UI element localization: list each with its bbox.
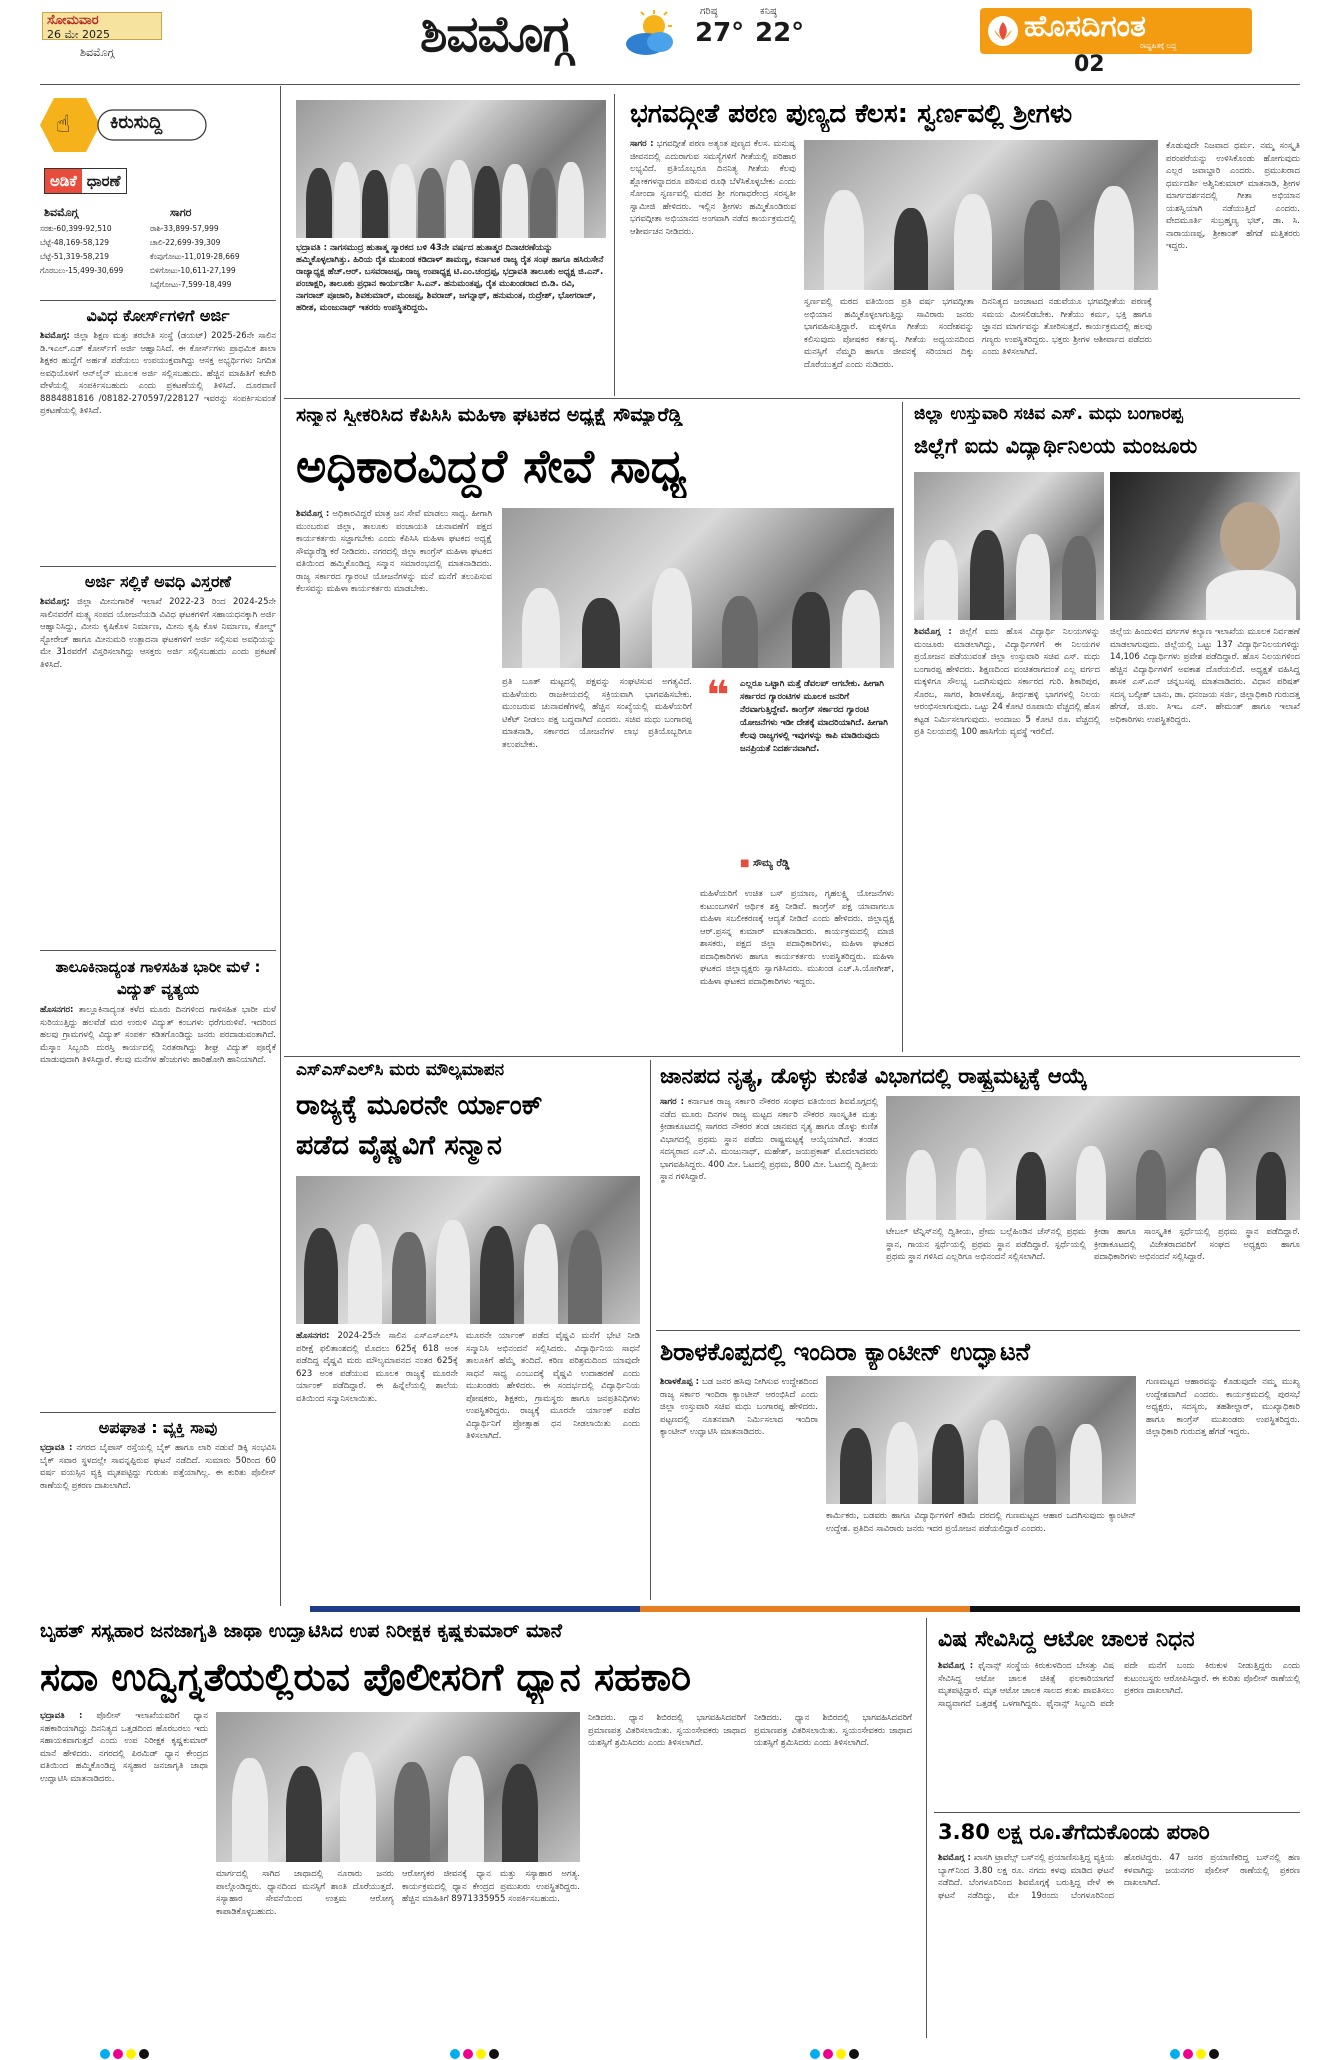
kirusuddi-badge (40, 96, 208, 154)
women-col-1 (296, 508, 492, 1064)
divider (40, 1412, 276, 1413)
gita-col-2: ಸ್ವರ್ಣವಲ್ಲಿ ಮಠದ ವತಿಯಿಂದ ಪ್ರತಿ ವರ್ಷ ಭಗವದ್ಗೀತಾ ಅಭಿಯಾನ ಹಮ್ಮಿಕೊಳ್ಳಲಾಗುತ್ತಿದ್ದು ಸಾವಿರಾರು ಜನರು ಭಾಗವಹಿಸುತ್ತಿದ್ದಾರೆ. ಮಕ್ಕಳಿಗೂ ಗೀತೆಯ ಸಂದೇಶವನ್ನು ಕಲಿಸುವುದು ಪೋಷಕರ ಕರ್ತವ್ಯ. ಗೀತೆಯ ಅಧ್ಯಯನದಿಂದ ಮನಸ್ಸಿಗೆ ನೆಮ್ಮದಿ ಹಾಗೂ ಜೀವನಕ್ಕೆ ಸರಿಯಾದ ದಿಕ್ಕು ದೊರೆಯುತ್ತದೆ ಎಂದು ನುಡಿದರು. (804, 297, 974, 370)
dateline: ಭದ್ರಾವತಿ : (40, 1443, 73, 1453)
dateline: ಸಾಗರ : (630, 139, 654, 149)
dateline: ಶಿವಮೊಗ್ಗ : (938, 1661, 974, 1671)
weather-icon (622, 10, 678, 58)
person-figure (304, 1228, 338, 1324)
price-row: ಬಿಳಿಗೋಟು-10,611-27,199 (150, 266, 236, 275)
price-row: ಸರಕು-60,399-92,510 (40, 224, 112, 233)
story-text: ಅಧಿಕಾರವಿದ್ದರೆ ಮಾತ್ರ ಜನ ಸೇವೆ ಮಾಡಲು ಸಾಧ್ಯ. ಹೀಗಾಗಿ ಮುಂಬರುವ ಜಿಲ್ಲಾ, ತಾಲೂಕು ಪಂಚಾಯತಿ ಚುನಾವಣೆಗೆ ಪಕ್ಷದ ಕಾರ್ಯಕರ್ತರು ಸಜ್ಜಾಗಬೇಕು ಎಂದು ಕೆಪಿಸಿಸಿ ಮಹಿಳಾ ಘಟಕದ ಅಧ್ಯಕ್ಷೆ ಸೌಮ್ಯಾರೆಡ್ಡಿ ಕರೆ ನೀಡಿದರು. ನಗರದಲ್ಲಿ ಜಿಲ್ಲಾ ಕಾಂಗ್ರೆಸ್ ಮಹಿಳಾ ಘಟಕದ ವತಿಯಿಂದ ಹಮ್ಮಿಕೊಂಡಿದ್ದ ಸನ್ಮಾನ ಸಮಾರಂಭದಲ್ಲಿ ಮಾತನಾಡಿದರು. ರಾಜ್ಯ ಸರ್ಕಾರದ ಗ್ಯಾರಂಟಿ ಯೋಜನೆಗಳನ್ನು ಮನೆ ಮನೆಗೆ ತಲುಪಿಸುವ ಕೆಲಸವನ್ನು ಮಹಿಳಾ ಕಾರ್ಯಕರ್ತರು ಮಾಡಬೇಕು. (296, 509, 492, 594)
dancer-figure (1196, 1148, 1226, 1220)
farmers-photo (296, 100, 606, 238)
reg-dot (849, 2049, 859, 2059)
person-figure (886, 1422, 918, 1504)
band-segment (310, 1606, 640, 1612)
price-row: ಚಾಲಿ-22,699-39,309 (150, 238, 221, 247)
story-text: ಖಾಸಗಿ ಟ್ರಾವೆಲ್ಸ್ ಬಸ್‌ನಲ್ಲಿ ಪ್ರಯಾಣಿಸುತ್ತಿದ್ದ ವ್ಯಕ್ತಿಯ ಬ್ಯಾಗ್‌ನಿಂದ 3.80 ಲಕ್ಷ ರೂ. ನಗದು ಕಳವು ಮಾಡಿದ ಘಟನೆ ನಡೆದಿದೆ. ಬೆಂಗಳೂರಿನಿಂದ ಶಿವಮೊಗ್ಗಕ್ಕೆ ಬರುತ್ತಿದ್ದ ವೇಳೆ ಈ ಘಟನೆ ನಡೆದಿದ್ದು, ಮೇ 19ರಂದು ಬೆಂಗಳೂರಿನಿಂದ ಹೊರಟಿದ್ದರು. 47 ಜನರ ಪ್ರಯಾಣಿಕರಿದ್ದ ಬಸ್‌ನಲ್ಲಿ ಹಣ ಕಳವಾಗಿದ್ದು ಜಯನಗರ ಪೊಲೀಸ್ ಠಾಣೆಯಲ್ಲಿ ಪ್ರಕರಣ ದಾಖಲಾಗಿದೆ. (938, 1853, 1300, 1901)
dancer-figure (1256, 1152, 1286, 1220)
gita-headline: ಭಗವದ್ಗೀತೆ ಪಠಣ ಪುಣ್ಯದ ಕೆಲಸ: ಸ್ವರ್ಣವಲ್ಲಿ ಶ್ರೀಗಳು (630, 99, 1073, 129)
print-registration-marks (100, 2044, 152, 2060)
page-number: 02 (1074, 52, 1105, 77)
canteen-col-2: ಕಾರ್ಮಿಕರು, ಬಡವರು ಹಾಗೂ ವಿದ್ಯಾರ್ಥಿಗಳಿಗೆ ಕಡಿಮೆ ದರದಲ್ಲಿ ಗುಣಮಟ್ಟದ ಆಹಾರ ಒದಗಿಸುವುದು ಕ್ಯಾಂಟೀನ್ ಉದ್ದೇಶ. ಪ್ರತಿದಿನ ಸಾವಿರಾರು ಜನರು ಇದರ ಪ್ರಯೋಜನ ಪಡೆಯಲಿದ್ದಾರೆ ಎಂದರು. (826, 1511, 1136, 1534)
person-figure (524, 1224, 558, 1324)
max-temp: 27° (695, 18, 745, 48)
person-figure (1070, 1424, 1102, 1504)
person-figure (232, 1758, 268, 1862)
person-figure (1024, 200, 1060, 290)
city-small: ಶಿವಮೊಗ್ಗ (80, 46, 115, 59)
canteen-photo (826, 1376, 1136, 1504)
hostel-photo-1 (914, 472, 1104, 620)
prices-b (150, 222, 278, 292)
reg-dot (126, 2049, 136, 2059)
dateline: ಸಾಗರ : (660, 1097, 685, 1107)
areca-title (44, 168, 127, 194)
dateline: ಶಿವಮೊಗ್ಗ: (40, 331, 70, 341)
person-figure (340, 1752, 376, 1862)
price-row: ಗೊರಬಲು-15,499-30,699 (40, 266, 124, 275)
col-divider (650, 1060, 651, 1600)
paper-logo (980, 8, 1252, 54)
dateline: ಶಿವಮೊಗ್ಗ : (296, 509, 330, 519)
story-text: ಜಿಲ್ಲಾ ಶಿಕ್ಷಣ ಮತ್ತು ತರಬೇತಿ ಸಂಸ್ಥೆ (ಡಯಟ್) 2025-26ನೇ ಸಾಲಿನ ಡಿ.ಇಎಲ್.ಎಡ್ ಕೋರ್ಸ್‌ಗೆ ಅರ್ಜಿ ಆಹ್ವಾನಿಸಿದೆ. ಈ ಕೋರ್ಸ್‌ಗಳು ಪ್ರಾಥಮಿಕ ಶಾಲಾ ಶಿಕ್ಷಕರ ಹುದ್ದೆಗೆ ಅರ್ಹತೆ ಪಡೆಯಲು ಉಪಯುಕ್ತವಾಗಿದ್ದು ಆಸಕ್ತ ಅಭ್ಯರ್ಥಿಗಳು ನಿಗದಿತ ಅವಧಿಯೊಳಗೆ ಆನ್‌ಲೈನ್ ಮೂಲಕ ಅರ್ಜಿ ಸಲ್ಲಿಸಬಹುದು. ಹೆಚ್ಚಿನ ಮಾಹಿತಿಗೆ ಕಚೇರಿ ವೇಳೆಯಲ್ಲಿ ಸಂಪರ್ಕಿಸಬಹುದು ಎಂದು ಪ್ರಕಟಣೆಯಲ್ಲಿ ತಿಳಿಸಿದೆ. ದೂರವಾಣಿ 8884881816 /08182-270597/228127 ಇವರನ್ನು ಸಂಪರ್ಕಿಸುವಂತೆ ಪ್ರಕಟಣೆಯಲ್ಲಿ ತಿಳಿಸಿದೆ. (40, 331, 276, 416)
person-figure (502, 1764, 538, 1862)
women-col-3: ಮಹಿಳೆಯರಿಗೆ ಉಚಿತ ಬಸ್ ಪ್ರಯಾಣ, ಗೃಹಲಕ್ಷ್ಮಿ ಯೋಜನೆಗಳು ಕುಟುಂಬಗಳಿಗೆ ಆರ್ಥಿಕ ಶಕ್ತಿ ನೀಡಿವೆ. ಕಾಂಗ್ರೆಸ್ ಪಕ್ಷ ಯಾವಾಗಲೂ ಮಹಿಳಾ ಸಬಲೀಕರಣಕ್ಕೆ ಆದ್ಯತೆ ನೀಡಿದೆ ಎಂದು ಹೇಳಿದರು. ಜಿಲ್ಲಾಧ್ಯಕ್ಷ ಆರ್.ಪ್ರಸನ್ನ ಕುಮಾರ್ ಮಾತನಾಡಿದರು. ಕಾರ್ಯಕ್ರಮದಲ್ಲಿ ಮಾಜಿ ಶಾಸಕರು, ಪಕ್ಷದ ಜಿಲ್ಲಾ ಪದಾಧಿಕಾರಿಗಳು, ಮಹಿಳಾ ಘಟಕದ ಪದಾಧಿಕಾರಿಗಳು ಹಾಗೂ ಕಾರ್ಯಕರ್ತರು ಉಪಸ್ಥಿತರಿದ್ದರು. ಮಹಿಳಾ ಘಟಕದ ಜಿಲ್ಲಾಧ್ಯಕ್ಷರು ಸ್ವಾಗತಿಸಿದರು. ಮುಖಂಡ ಎಚ್.ಸಿ.ಯೋಗೀಶ್, ಮಹಿಳಾ ಘಟಕದ ಪದಾಧಿಕಾರಿಗಳು ಇದ್ದರು. (700, 889, 894, 987)
left-story-2 (40, 572, 276, 956)
dancer-figure (1076, 1146, 1106, 1220)
women-kicker: ಸನ್ಮಾನ ಸ್ವೀಕರಿಸಿದ ಕೆಪಿಸಿಸಿ ಮಹಿಳಾ ಘಟಕದ ಅಧ್ಯಕ್ಷೆ ಸೌಮ್ಯಾರೆಡ್ಡಿ (296, 404, 683, 426)
women-event-photo (502, 508, 894, 668)
police-col-4: ನೀಡಿದರು. ಧ್ಯಾನ ಶಿಬಿರದಲ್ಲಿ ಭಾಗವಹಿಸಿದವರಿಗೆ ಪ್ರಮಾಣಪತ್ರ ವಿತರಿಸಲಾಯಿತು. ಸ್ವಯಂಸೇವಕರು ಜಾಥಾದ ಯಶಸ್ಸಿಗೆ ಶ್ರಮಿಸಿದರು ಎಂದು ತಿಳಿಸಲಾಗಿದೆ. (588, 1713, 746, 1748)
police-col-2: ಮಾರ್ಗದಲ್ಲಿ ಸಾಗಿದ ಜಾಥಾದಲ್ಲಿ ನೂರಾರು ಜನರು ಪಾಲ್ಗೊಂಡಿದ್ದರು. ಧ್ಯಾನದಿಂದ ಮನಸ್ಸಿಗೆ ಶಾಂತಿ ದೊರೆಯುತ್ತದೆ. ಸಸ್ಯಾಹಾರ ಸೇವನೆಯಿಂದ ಉತ್ತಮ ಆರೋಗ್ಯ ಕಾಪಾಡಿಕೊಳ್ಳಬಹುದು. (216, 1869, 394, 1917)
person-figure (1062, 536, 1096, 620)
band-segment (970, 1606, 1300, 1612)
divider (934, 1812, 1300, 1813)
dateline: ಶಿವಮೊಗ್ಗ: (40, 597, 70, 607)
print-registration-marks (810, 2044, 862, 2060)
portrait-body (1206, 570, 1296, 620)
women-headline: ಅಧಿಕಾರವಿದ್ದರೆ ಸೇವೆ ಸಾಧ್ಯ (296, 439, 687, 493)
reg-dot (1170, 2049, 1180, 2059)
paper-tagline: ರಾಷ್ಟ್ರಹಿತಕ್ಕೆ ಬದ್ಧ (1140, 42, 1177, 50)
reg-dot (823, 2049, 833, 2059)
sslc-kicker: ಎಸ್‌ಎಸ್‌ಎಲ್‌ಸಿ ಮರು ಮೌಲ್ಯಮಾಪನ (296, 1060, 505, 1080)
reg-dot (1183, 2049, 1193, 2059)
market-a-label: ಶಿವಮೊಗ್ಗ (44, 206, 79, 219)
price-row: ಬೆಟ್ಟೆ-51,319-58,219 (40, 252, 110, 261)
reg-dot (113, 2049, 123, 2059)
person-figure (394, 1762, 430, 1862)
story-headline: ಅಪಘಾತ : ವ್ಯಕ್ತಿ ಸಾವು (98, 1418, 218, 1437)
print-registration-marks (1170, 2044, 1222, 2060)
col-divider (926, 1618, 927, 2038)
person-figure (1024, 1426, 1056, 1504)
person-figure (722, 596, 758, 668)
price-row: ಸಿಪ್ಪೆಗೋಟು-7,599-18,499 (150, 280, 232, 289)
max-temp-label: ಗರಿಷ್ಠ (700, 6, 718, 17)
person-figure (474, 166, 500, 238)
story-headline: ಅರ್ಜಿ ಸಲ್ಲಿಕೆ ಅವಧಿ ವಿಸ್ತರಣೆ (84, 572, 232, 591)
left-col-divider (280, 86, 281, 1606)
dancer-figure (956, 1148, 986, 1220)
story-body (40, 1442, 276, 1602)
police-col-5: ನೀಡಿದರು. ಧ್ಯಾನ ಶಿಬಿರದಲ್ಲಿ ಭಾಗವಹಿಸಿದವರಿಗೆ ಪ್ರಮಾಣಪತ್ರ ವಿತರಿಸಲಾಯಿತು. ಸ್ವಯಂಸೇವಕರು ಜಾಥಾದ ಯಶಸ್ಸಿಗೆ ಶ್ರಮಿಸಿದರು ಎಂದು ತಿಳಿಸಲಾಗಿದೆ. (754, 1713, 912, 1748)
divider (284, 398, 1300, 399)
person-figure (978, 1420, 1010, 1504)
person-figure (924, 540, 958, 620)
person-figure (334, 162, 360, 238)
canteen-col-1 (660, 1376, 818, 1592)
areca-title-b: ಧಾರಣೆ (86, 172, 121, 190)
divider (284, 1056, 1300, 1057)
sslc-headline-1: ರಾಜ್ಯಕ್ಕೆ ಮೂರನೇ ರ್ಯಾಂಕ್ (296, 1090, 543, 1121)
reg-dot (489, 2049, 499, 2059)
band-segment (640, 1606, 970, 1612)
theft-body (938, 1852, 1300, 2034)
story-text: 2024-25ನೇ ಸಾಲಿನ ಎಸ್‌ಎಸ್‌ಎಲ್‌ಸಿ ಪರೀಕ್ಷೆ ಫಲಿತಾಂಶದಲ್ಲಿ ಮೊದಲು 625ಕ್ಕೆ 618 ಅಂಕ ಪಡೆದಿದ್ದ ವೈಷ್ಣವಿ ಮರು ಮೌಲ್ಯಮಾಪನದ ನಂತರ 625ಕ್ಕೆ 623 ಅಂಕ ಪಡೆಯುವ ಮೂಲಕ ರಾಜ್ಯಕ್ಕೆ ಮೂರನೇ ರ್ಯಾಂಕ್ ಪಡೆದಿದ್ದಾರೆ. ಈ ಹಿನ್ನೆಲೆಯಲ್ಲಿ ಶಾಲೆಯ ವತಿಯಿಂದ ಸನ್ಮಾನಿಸಲಾಯಿತು. (296, 1331, 458, 1404)
reg-dot (450, 2049, 460, 2059)
reg-dot (139, 2049, 149, 2059)
folk-dance-photo (886, 1096, 1300, 1220)
gita-col-4: ಕೊಡುವುದೇ ನಿಜವಾದ ಧರ್ಮ. ನಮ್ಮ ಸಂಸ್ಕೃತಿ ಪರಂಪರೆಯನ್ನು ಉಳಿಸಿಕೊಂಡು ಹೋಗುವುದು ಎಲ್ಲರ ಜವಾಬ್ದಾರಿ ಎಂದರು. ಪ್ರಮುಖರಾದ ಧರ್ಮದರ್ಶಿ ಅಶ್ವಿನಿಕುಮಾರ್ ಮಾತನಾಡಿ, ಶ್ರೀಗಳ ಮಾರ್ಗದರ್ಶನದಲ್ಲಿ ಗೀತಾ ಅಭಿಯಾನ ಯಶಸ್ವಿಯಾಗಿ ನಡೆಯುತ್ತಿದೆ ಎಂದರು. ವೇದಮೂರ್ತಿ ಸುಬ್ರಹ್ಮಣ್ಯ ಭಟ್, ಡಾ. ಸಿ. ನಾರಾಯಣಪ್ಪ, ಶ್ರೀಕಾಂತ್ ಹೆಗಡೆ ಮತ್ತಿತರರು ಇದ್ದರು. (1166, 141, 1300, 251)
bullet-icon: ■ (740, 858, 753, 869)
quote-author (740, 858, 789, 869)
person-figure (446, 160, 472, 238)
person-figure (348, 1224, 382, 1324)
person-figure (558, 162, 584, 238)
quote-icon: ❝ (706, 673, 730, 719)
story-text: ಭಗವದ್ಗೀತೆ ಪಠಣ ಅತ್ಯಂತ ಪುಣ್ಯದ ಕೆಲಸ. ಮನುಷ್ಯ ಜೀವನದಲ್ಲಿ ಎದುರಾಗುವ ಸಮಸ್ಯೆಗಳಿಗೆ ಗೀತೆಯಲ್ಲಿ ಪರಿಹಾರ ಲಭ್ಯವಿದೆ. ಪ್ರತಿಯೊಬ್ಬರೂ ದಿನನಿತ್ಯ ಗೀತೆಯ ಕೆಲವು ಶ್ಲೋಕಗಳನ್ನಾದರೂ ಪಠಿಸುವ ರೂಢಿ ಬೆಳೆಸಿಕೊಳ್ಳಬೇಕು ಎಂದು ಸೋಂದಾ ಸ್ವರ್ಣವಲ್ಲಿ ಮಠದ ಶ್ರೀ ಗಂಗಾಧರೇಂದ್ರ ಸರಸ್ವತೀ ಸ್ವಾಮೀಜಿ ಹೇಳಿದರು. ಇಲ್ಲಿನ ಶ್ರೀಗಳು ಹಮ್ಮಿಕೊಂಡಿರುವ ಭಗವದ್ಗೀತಾ ಅಭಿಯಾನದ ಅಂಗವಾಗಿ ನಡೆದ ಕಾರ್ಯಕ್ರಮದಲ್ಲಿ ಆಶೀರ್ವಚನ ನೀಡಿದರು. (630, 139, 796, 237)
dateline: ಹೊಸನಗರ: (40, 1005, 74, 1015)
hostel-col-1 (914, 626, 1100, 1050)
canteen-headline: ಶಿರಾಳಕೊಪ್ಪದಲ್ಲಿ ಇಂದಿರಾ ಕ್ಯಾಂಟೀನ್ ಉದ್ಘಾಟನೆ (660, 1338, 1030, 1366)
divider (40, 950, 276, 951)
police-headline: ಸದಾ ಉದ್ವಿಗ್ನತೆಯಲ್ಲಿರುವ ಪೊಲೀಸರಿಗೆ ಧ್ಯಾನ ಸಹಕಾರಿ (40, 1655, 692, 1699)
gita-col-1 (630, 138, 796, 388)
print-registration-marks (450, 2044, 502, 2060)
col-divider (614, 94, 615, 396)
folk-col-3: ಕ್ರೀಡಾ ಹಾಗೂ ಸಾಂಸ್ಕೃತಿಕ ಸ್ಪರ್ಧೆಯಲ್ಲಿ ಪ್ರಥಮ ಸ್ಥಾನ ಪಡೆದಿದ್ದಾರೆ. ಕ್ರೀಡಾಕೂಟದಲ್ಲಿ ವಿಜೇತರಾದವರಿಗೆ ಸಂಘದ ಅಧ್ಯಕ್ಷರು ಹಾಗೂ ಪದಾಧಿಕಾರಿಗಳು ಅಭಿನಂದನೆ ಸಲ್ಲಿಸಿದ್ದಾರೆ. (1094, 1227, 1300, 1262)
story-headline: ವಿವಿಧ ಕೋರ್ಸ್‌ಗಳಿಗೆ ಅರ್ಜಿ (86, 306, 230, 325)
prices-a (40, 222, 160, 278)
folk-headline: ಜಾನಪದ ನೃತ್ಯ, ಡೊಳ್ಳು ಕುಣಿತ ವಿಭಾಗದಲ್ಲಿ ರಾಷ್ಟ್ರಮಟ್ಟಕ್ಕೆ ಆಯ್ಕೆ (660, 1064, 1088, 1088)
lotus-icon (988, 16, 1018, 46)
gita-col-3: ದಿನನಿತ್ಯದ ಜಂಜಾಟದ ನಡುವೆಯೂ ಭಗವದ್ಗೀತೆಯ ಪಠಣಕ್ಕೆ ಸಮಯ ಮೀಸಲಿಡಬೇಕು. ಗೀತೆಯು ಕರ್ಮ, ಭಕ್ತಿ ಹಾಗೂ ಜ್ಞಾನದ ಮಾರ್ಗವನ್ನು ತೋರಿಸುತ್ತದೆ. ಕಾರ್ಯಕ್ರಮದಲ್ಲಿ ಹಲವು ಗಣ್ಯರು ಉಪಸ್ಥಿತರಿದ್ದರು. ಭಕ್ತರು ಶ್ರೀಗಳ ಆಶೀರ್ವಾದ ಪಡೆದರು ಎಂದು ತಿಳಿಸಲಾಗಿದೆ. (982, 297, 1152, 357)
quote-text: ಎಲ್ಲರೂ ಒಟ್ಟಾಗಿ ಮತ್ತೆ ಡೆವಲಪ್ ಆಗಬೇಕು. ಹೀಗಾಗಿ ಸರ್ಕಾರದ ಗ್ಯಾರಂಟಿಗಳ ಮೂಲಕ ಜನರಿಗೆ ನೆರವಾಗುತ್ತಿದ್ದೇವೆ. ಕಾಂಗ್ರೆಸ್ ಸರ್ಕಾರದ ಗ್ಯಾರಂಟಿ ಯೋಜನೆಗಳು ಇಡೀ ದೇಶಕ್ಕೆ ಮಾದರಿಯಾಗಿದೆ. ಹೀಗಾಗಿ ಕೆಲವು ರಾಜ್ಯಗಳಲ್ಲಿ ಇವುಗಳನ್ನು ಕಾಪಿ ಮಾಡಿರುವುದು ಜನಪ್ರಿಯತೆ ನಿದರ್ಶನವಾಗಿದೆ. (740, 679, 888, 754)
person-figure (522, 588, 560, 668)
person-figure (530, 168, 556, 238)
date-label: 26 ಮೇ 2025 (47, 28, 111, 41)
reg-dot (463, 2049, 473, 2059)
person-figure (362, 170, 388, 238)
police-col-1 (40, 1710, 208, 2034)
person-figure (840, 1428, 872, 1504)
police-photo (216, 1712, 580, 1862)
masthead-rule (40, 84, 1300, 85)
person-figure (418, 168, 444, 238)
market-b-label: ಸಾಗರ (170, 206, 192, 219)
kirusuddi-label: ಕಿರುಸುದ್ದಿ (110, 112, 163, 133)
city-title: ಶಿವಮೊಗ್ಗ (420, 5, 572, 63)
person-figure (436, 1220, 470, 1324)
person-figure (392, 1232, 426, 1324)
min-temp-label: ಕನಿಷ್ಠ (760, 6, 777, 17)
quote-box (700, 673, 894, 882)
dancer-figure (1136, 1150, 1166, 1220)
sslc-col-1 (296, 1330, 458, 1592)
left-story-3 (40, 956, 276, 1444)
reg-dot (1196, 2049, 1206, 2059)
gita-photo (804, 140, 1158, 290)
farmers-photo-caption: ಭದ್ರಾವತಿ : ನಾಗಸಮುದ್ರ ಹುತಾತ್ಮ ಸ್ಮಾರಕದ ಬಳಿ 43ನೇ ವರ್ಷದ ಹುತಾತ್ಮರ ದಿನಾಚರಣೆಯನ್ನು ಹಮ್ಮಿಕೊಳ್ಳಲಾಗಿತ್ತು. ಹಿರಿಯ ರೈತ ಮುಖಂಡ ಕಡಿದಾಳ್ ಶಾಮಣ್ಣ, ಕರ್ನಾಟಕ ರಾಜ್ಯ ರೈತ ಸಂಘ ಹಾಗೂ ಹಸಿರುಸೇನೆ ರಾಜ್ಯಾಧ್ಯಕ್ಷ ಹೆಚ್.ಆರ್. ಬಸವರಾಜಪ್ಪ, ರಾಜ್ಯ ಉಪಾಧ್ಯಕ್ಷ ಟಿ.ಎಂ.ಚಂದ್ರಪ್ಪ, ಭದ್ರಾವತಿ ತಾಲೂಕು ಅಧ್ಯಕ್ಷ ಜಿ.ಎನ್. ಪಂಚಾಕ್ಷರಿ, ತಾಲೂಕು ಪ್ರಧಾನ ಕಾರ್ಯದರ್ಶಿ ಸಿ.ಎನ್. ಹನುಮಂತಪ್ಪ, ರೈತ ಮುಖಂಡರಾದ ಬಿ.ಡಿ. ರವಿ, ನಾಗರಾಜ್ ಪೂಜಾರಿ, ಶಿವಕುಮಾರ್, ಮಂಜಪ್ಪ, ಶಿವರಾಜ್, ಜಗನ್ನಾಥ್, ಹನುಮಂತ, ರುದ್ರೇಶ್, ಭೋಗರಾಜ್, ಹರೀಶ, ಮಂಜುನಾಥ್ ಇತರರು ಉಪಸ್ಥಿತರಿದ್ದರು. (296, 243, 604, 313)
price-row: ರಾಶಿ-33,899-57,999 (150, 224, 219, 233)
person-figure (824, 190, 864, 290)
story-body (40, 330, 276, 562)
person-figure (306, 168, 332, 238)
auto-body (938, 1660, 1300, 1810)
hostel-col-2: ಜಿಲ್ಲೆಯ ಹಿಂದುಳಿದ ವರ್ಗಗಳ ಕಲ್ಯಾಣ ಇಲಾಖೆಯ ಮೂಲಕ ನಿರ್ವಹಣೆ ಮಾಡಲಾಗುವುದು. ಜಿಲ್ಲೆಯಲ್ಲಿ ಒಟ್ಟು 137 ವಿದ್ಯಾರ್ಥಿನಿಲಯಗಳಿದ್ದು 14,106 ವಿದ್ಯಾರ್ಥಿಗಳು ಪ್ರವೇಶ ಪಡೆದಿದ್ದಾರೆ. ಹೊಸ ನಿಲಯಗಳಿಂದ ಹೆಚ್ಚಿನ ವಿದ್ಯಾರ್ಥಿಗಳಿಗೆ ಅವಕಾಶ ದೊರೆಯಲಿದೆ. ಅಧ್ಯಕ್ಷತೆ ವಹಿಸಿದ್ದ ಶಾಸಕ ಎಸ್.ಎನ್ ಚನ್ನಬಸಪ್ಪ ಮಾತನಾಡಿದರು. ವಿಧಾನ ಪರಿಷತ್ ಸದಸ್ಯ ಬಲ್ಕೀಶ್ ಬಾನು, ಡಾ. ಧನಂಜಯ ಸರ್ಜಿ, ಜಿಲ್ಲಾಧಿಕಾರಿ ಗುರುದತ್ತ ಹೆಗಡೆ, ಜಿ.ಪಂ. ಸಿಇಒ ಎನ್. ಹೇಮಂತ್ ಹಾಗೂ ಇಲಾಖೆ ಅಧಿಕಾರಿಗಳು ಉಪಸ್ಥಿತರಿದ್ದರು. (1110, 627, 1300, 725)
person-figure (932, 1424, 964, 1504)
divider (40, 566, 276, 567)
price-row: ಬೆಟ್ಟೆ-48,169-58,129 (40, 238, 110, 247)
person-figure (1016, 534, 1050, 620)
reg-dot (836, 2049, 846, 2059)
dateline: ಶಿರಾಳಕೊಪ್ಪ : (660, 1377, 700, 1387)
reg-dot (1209, 2049, 1219, 2059)
women-col-2: ಪ್ರತಿ ಬೂತ್ ಮಟ್ಟದಲ್ಲಿ ಪಕ್ಷವನ್ನು ಸಂಘಟಿಸುವ ಅಗತ್ಯವಿದೆ. ಮಹಿಳೆಯರು ರಾಜಕೀಯದಲ್ಲಿ ಸಕ್ರಿಯವಾಗಿ ಭಾಗವಹಿಸಬೇಕು. ಮುಂಬರುವ ಚುನಾವಣೆಗಳಲ್ಲಿ ಹೆಚ್ಚಿನ ಸಂಖ್ಯೆಯಲ್ಲಿ ಮಹಿಳೆಯರಿಗೆ ಟಿಕೆಟ್ ನೀಡಲು ಪಕ್ಷ ಬದ್ಧವಾಗಿದೆ ಎಂದರು. ಸಚಿವ ಮಧು ಬಂಗಾರಪ್ಪ ಮಾತನಾಡಿ, ಸರ್ಕಾರದ ಯೋಜನೆಗಳ ಲಾಭ ಪ್ರತಿಯೊಬ್ಬರಿಗೂ ತಲುಪಬೇಕು. (502, 677, 692, 750)
person-figure (652, 568, 692, 668)
col-divider (902, 402, 903, 1052)
police-kicker: ಬೃಹತ್ ಸಸ್ಯಹಾರ ಜನಜಾಗೃತಿ ಜಾಥಾ ಉದ್ಘಾಟಿಸಿದ ಉಪ ನಿರೀಕ್ಷಕ ಕೃಷ್ಣಕುಮಾರ್ ಮಾನೆ (40, 1620, 563, 1642)
theft-headline: 3.80 ಲಕ್ಷ ರೂ.ತೆಗೆದುಕೊಂಡು ಪರಾರಿ (938, 1820, 1210, 1844)
hostel-headline: ಜಿಲ್ಲೆಗೆ ಐದು ವಿದ್ಯಾರ್ಥಿನಿಲಯ ಮಂಜೂರು (914, 434, 1198, 458)
color-band (310, 1606, 1300, 1612)
day-label: ಸೋಮವಾರ (47, 13, 99, 28)
story-text: ಜಿಲ್ಲಾ ಮೀನುಗಾರಿಕೆ ಇಲಾಖೆ 2022-23 ರಿಂದ 2024-25ನೇ ಸಾಲಿನವರೆಗೆ ಮತ್ಸ್ಯ ಸಂಪದ ಯೋಜನೆಯಡಿ ವಿವಿಧ ಘಟಕಗಳಿಗೆ ಸಹಾಯಧನಕ್ಕಾಗಿ ಅರ್ಜಿ ಆಹ್ವಾನಿಸಿದ್ದು, ಮೀನು ಕೃಷಿಕೊಳ ನಿರ್ಮಾಣ, ಮೀನು ಕೃಷಿ ಕೊಳ ನಿರ್ಮಾಣ, ಕೋಲ್ಡ್ ಸ್ಟೋರೇಜ್ ಹಾಗೂ ಮೀನುಮರಿ ಉತ್ಪಾದನಾ ಘಟಕಗಳಿಗೆ ಅರ್ಜಿ ಸಲ್ಲಿಸುವ ಅವಧಿಯನ್ನು ಮೇ 31ರವರೆಗೆ ವಿಸ್ತರಿಸಲಾಗಿದ್ದು ಆಸಕ್ತರು ಅರ್ಜಿ ಸಲ್ಲಿಸಬಹುದು ಎಂದು ಪ್ರಕಟಣೆ ತಿಳಿಸಿದೆ. (40, 597, 276, 670)
story-headline: ತಾಲೂಕಿನಾದ್ಯಂತ ಗಾಳಿಸಹಿತ ಭಾರೀ ಮಳೆ : ವಿದ್ಯುತ್ ವ್ಯತ್ಯಯ (55, 958, 261, 998)
person-figure (480, 1226, 514, 1324)
price-row: ಕೆಂಪುಗೋಟು-11,019-28,669 (150, 252, 240, 261)
police-col-3: ಆರೋಗ್ಯಕರ ಜೀವನಕ್ಕೆ ಧ್ಯಾನ ಮತ್ತು ಸಸ್ಯಾಹಾರ ಅಗತ್ಯ. ಕಾರ್ಯಕ್ರಮದಲ್ಲಿ ಧ್ಯಾನ ಕೇಂದ್ರದ ಪ್ರಮುಖರು ಉಪಸ್ಥಿತರಿದ್ದರು. ಹೆಚ್ಚಿನ ಮಾಹಿತಿಗೆ 8971335955 ಸಂಪರ್ಕಿಸಬಹುದು. (402, 1869, 580, 1904)
auto-headline: ವಿಷ ಸೇವಿಸಿದ್ದ ಆಟೋ ಚಾಲಕ ನಿಧನ (938, 1627, 1195, 1652)
person-figure (582, 598, 620, 668)
date-box (42, 12, 162, 40)
dancer-figure (1016, 1152, 1046, 1220)
left-story-1 (40, 306, 276, 562)
story-body (40, 596, 276, 956)
story-text: ನಗರದ ಬೈಪಾಸ್ ರಸ್ತೆಯಲ್ಲಿ ಬೈಕ್ ಹಾಗೂ ಲಾರಿ ನಡುವೆ ಡಿಕ್ಕಿ ಸಂಭವಿಸಿ ಬೈಕ್ ಸವಾರ ಸ್ಥಳದಲ್ಲೇ ಸಾವನ್ನಪ್ಪಿರುವ ಘಟನೆ ನಡೆದಿದೆ. ಸುಮಾರು 50ರಿಂದ 60 ವರ್ಷ ವಯಸ್ಸಿನ ವ್ಯಕ್ತಿ ಮೃತಪಟ್ಟಿದ್ದು ಗುರುತು ಪತ್ತೆಯಾಗಿಲ್ಲ. ಈ ಕುರಿತು ಪೊಲೀಸ್ ಠಾಣೆಯಲ್ಲಿ ಪ್ರಕರಣ ದಾಖಲಾಗಿದೆ. (40, 1443, 276, 1491)
masthead (0, 0, 1338, 92)
sslc-col-2: ಮೂರನೇ ರ್ಯಾಂಕ್ ಪಡೆದ ವೈಷ್ಣವಿ ಮನೆಗೆ ಭೇಟಿ ನೀಡಿ ಸನ್ಮಾನಿಸಿ ಅಭಿನಂದನೆ ಸಲ್ಲಿಸಿದರು. ವಿದ್ಯಾರ್ಥಿನಿಯ ಸಾಧನೆ ತಾಲೂಕಿಗೆ ಹೆಮ್ಮೆ ತಂದಿದೆ. ಕಠಿಣ ಪರಿಶ್ರಮದಿಂದ ಯಾವುದೇ ಸಾಧನೆ ಸಾಧ್ಯ ಎಂಬುದಕ್ಕೆ ವೈಷ್ಣವಿ ಉದಾಹರಣೆ ಎಂದು ಮುಖಂಡರು ಹೇಳಿದರು. ಈ ಸಂದರ್ಭದಲ್ಲಿ ವಿದ್ಯಾರ್ಥಿನಿಯ ಪೋಷಕರು, ಶಿಕ್ಷಕರು, ಗ್ರಾಮಸ್ಥರು ಹಾಗೂ ಜನಪ್ರತಿನಿಧಿಗಳು ಉಪಸ್ಥಿತರಿದ್ದರು. ರಾಜ್ಯಕ್ಕೆ ಮೂರನೇ ರ್ಯಾಂಕ್ ಪಡೆದ ವಿದ್ಯಾರ್ಥಿನಿಗೆ ಪ್ರೋತ್ಸಾಹ ಧನ ನೀಡಲಾಯಿತು ಎಂದು ತಿಳಿಸಲಾಗಿದೆ. (466, 1331, 640, 1441)
story-text: ಜಿಲ್ಲೆಗೆ ಐದು ಹೊಸ ವಿದ್ಯಾರ್ಥಿ ನಿಲಯಗಳನ್ನು ಮಂಜೂರು ಮಾಡಲಾಗಿದ್ದು, ವಿದ್ಯಾರ್ಥಿಗಳಿಗೆ ಈ ನಿಲಯಗಳ ಪ್ರಯೋಜನ ಪಡೆಯುವಂತೆ ಜಿಲ್ಲಾ ಉಸ್ತುವಾರಿ ಸಚಿವ ಎಸ್. ಮಧು ಬಂಗಾರಪ್ಪ ಹೇಳಿದರು. ಶಿಕ್ಷಣದಿಂದ ವಂಚಿತರಾಗದಂತೆ ಎಲ್ಲ ವರ್ಗದ ಮಕ್ಕಳಿಗೂ ಸೌಲಭ್ಯ ಒದಗಿಸುವುದು ಸರ್ಕಾರದ ಗುರಿ. ಶಿಕಾರಿಪುರ, ಸೊರಬ, ಸಾಗರ, ಶಿರಾಳಕೊಪ್ಪ, ತೀರ್ಥಹಳ್ಳಿ ಭಾಗಗಳಲ್ಲಿ ನಿಲಯ ಆರಂಭಿಸಲಾಗುವುದು. ಒಟ್ಟು 24 ಕೋಟಿ ರೂಪಾಯಿ ವೆಚ್ಚದಲ್ಲಿ ಹೊಸ ಕಟ್ಟಡ ನಿರ್ಮಿಸಲಾಗುವುದು. ಅಂದಾಜು 5 ಕೋಟಿ ರೂ. ವೆಚ್ಚದಲ್ಲಿ ಪ್ರತಿ ನಿಲಯದಲ್ಲಿ 100 ಹಾಸಿಗೆಯ ವ್ಯವಸ್ಥೆ ಇರಲಿದೆ. (914, 627, 1100, 737)
story-text: ಪೊಲೀಸ್ ಇಲಾಖೆಯವರಿಗೆ ಧ್ಯಾನ ಸಹಕಾರಿಯಾಗಿದ್ದು ದಿನನಿತ್ಯದ ಒತ್ತಡದಿಂದ ಹೊರಬರಲು ಇದು ಸಹಾಯಕವಾಗುತ್ತದೆ ಎಂದು ಉಪ ನಿರೀಕ್ಷಕ ಕೃಷ್ಣಕುಮಾರ್ ಮಾನೆ ಹೇಳಿದರು. ನಗರದಲ್ಲಿ ಪಿರಮಿಡ್ ಧ್ಯಾನ ಕೇಂದ್ರದ ವತಿಯಿಂದ ಹಮ್ಮಿಕೊಂಡಿದ್ದ ಸಸ್ಯಹಾರ ಜನಜಾಗೃತಿ ಜಾಥಾ ಉದ್ಘಾಟಿಸಿ ಮಾತನಾಡಿದರು. (40, 1711, 208, 1784)
person-figure (286, 1766, 322, 1862)
person-figure (954, 194, 992, 290)
person-figure (390, 164, 416, 238)
dateline: ಭದ್ರಾವತಿ : (40, 1711, 83, 1721)
folk-col-2: ಟೇಬಲ್ ಟೆನ್ನಿಸ್‌ನಲ್ಲಿ ದ್ವಿತೀಯ, ಪ್ರೇಮ ಬಲ್ಲೆಹಿಂಡಿನ ಚೆಸ್‌ನಲ್ಲಿ ಪ್ರಥಮ ಸ್ಥಾನ, ಗಾಯನ ಸ್ಪರ್ಧೆಯಲ್ಲಿ ಪ್ರಥಮ ಸ್ಥಾನ ಪಡೆದಿದ್ದಾರೆ. ಸ್ಪರ್ಧೆಯಲ್ಲಿ ಪ್ರಥಮ ಸ್ಥಾನ ಗಳಿಸಿದ ಎಲ್ಲರಿಗೂ ಅಭಿನಂದನೆ ಸಲ್ಲಿಸಲಾಗಿದೆ. (886, 1227, 1086, 1262)
dateline: ಶಿವಮೊಗ್ಗ : (914, 627, 952, 637)
sslc-photo (296, 1176, 640, 1324)
min-temp: 22° (755, 18, 805, 48)
sslc-headline-2: ಪಡೆದ ವೈಷ್ಣವಿಗೆ ಸನ್ಮಾನ (296, 1130, 502, 1161)
person-figure (568, 1230, 602, 1324)
reg-dot (810, 2049, 820, 2059)
person-figure (894, 208, 928, 290)
hostel-photo-2 (1110, 472, 1300, 620)
story-text: ಫೈನಾನ್ಸ್ ಸಂಸ್ಥೆಯ ಕಿರುಕುಳದಿಂದ ಬೇಸತ್ತು ವಿಷ ಸೇವಿಸಿದ್ದ ಆಟೋ ಚಾಲಕ ಚಿಕಿತ್ಸೆ ಫಲಕಾರಿಯಾಗದೆ ಮೃತಪಟ್ಟಿದ್ದಾರೆ. ಮೃತ ಆಟೋ ಚಾಲಕ ಸಾಲದ ಕಂತು ಪಾವತಿಸಲು ಸಾಧ್ಯವಾಗದೆ ಒತ್ತಡಕ್ಕೆ ಒಳಗಾಗಿದ್ದರು. ಫೈನಾನ್ಸ್ ಸಿಬ್ಬಂದಿ ಪದೇ ಪದೇ ಮನೆಗೆ ಬಂದು ಕಿರುಕುಳ ನೀಡುತ್ತಿದ್ದರು ಎಂದು ಕುಟುಂಬಸ್ಥರು ಆರೋಪಿಸಿದ್ದಾರೆ. ಈ ಕುರಿತು ಪೊಲೀಸ್ ಠಾಣೆಯಲ್ಲಿ ಪ್ರಕರಣ ದಾಖಲಾಗಿದೆ. (938, 1661, 1300, 1709)
person-figure (792, 592, 830, 668)
story-text: ಕರ್ನಾಟಕ ರಾಜ್ಯ ಸರ್ಕಾರಿ ನೌಕರರ ಸಂಘದ ವತಿಯಿಂದ ಶಿವಮೊಗ್ಗದಲ್ಲಿ ನಡೆದ ಮೂರು ದಿನಗಳ ರಾಜ್ಯ ಮಟ್ಟದ ಸರ್ಕಾರಿ ನೌಕರರ ಸಾಂಸ್ಕೃತಿಕ ಮತ್ತು ಕ್ರೀಡಾಕೂಟದಲ್ಲಿ ಸಾಗರದ ನೌಕರರ ತಂಡ ಜಾನಪದ ನೃತ್ಯ ಹಾಗೂ ಡೊಳ್ಳು ಕುಣಿತ ವಿಭಾಗದಲ್ಲಿ ಪ್ರಥಮ ಸ್ಥಾನ ಪಡೆದು ರಾಷ್ಟ್ರಮಟ್ಟಕ್ಕೆ ಆಯ್ಕೆಯಾಗಿದೆ. ತಂಡದ ಸದಸ್ಯರಾದ ಎನ್.ವಿ. ಮಂಜುನಾಥ್, ಮಹೇಶ್, ಜಯಪ್ರಕಾಶ್ ಮೊದಲಾದವರು ಭಾಗವಹಿಸಿದ್ದರು. 400 ಮೀ. ಓಟದಲ್ಲಿ ಪ್ರಥಮ, 800 ಮೀ. ಓಟದಲ್ಲಿ ದ್ವಿತೀಯ ಸ್ಥಾನ ಗಳಿಸಿದ್ದಾರೆ. (660, 1097, 878, 1182)
divider (656, 1330, 1300, 1331)
dateline: ಶಿವಮೊಗ್ಗ : (938, 1853, 971, 1863)
reg-dot (476, 2049, 486, 2059)
person-figure (842, 590, 880, 668)
story-text: ತಾಲ್ಲೂಕಿನಾದ್ಯಂತ ಕಳೆದ ಮೂರು ದಿನಗಳಿಂದ ಗಾಳಿಸಹಿತ ಭಾರೀ ಮಳೆ ಸುರಿಯುತ್ತಿದ್ದು ಹಲವೆಡೆ ಮರ ಉರುಳಿ ವಿದ್ಯುತ್ ಕಂಬಗಳು ಧರೆಗುರುಳಿವೆ. ಇದರಿಂದ ಹಲವು ಗ್ರಾಮಗಳಲ್ಲಿ ವಿದ್ಯುತ್ ಸಂಪರ್ಕ ಕಡಿತಗೊಂಡಿದ್ದು ಜನರು ಪರದಾಡುವಂತಾಗಿದೆ. ಮೆಸ್ಕಾಂ ಸಿಬ್ಬಂದಿ ದುರಸ್ತಿ ಕಾರ್ಯದಲ್ಲಿ ನಿರತರಾಗಿದ್ದು ಶೀಘ್ರ ವಿದ್ಯುತ್ ಪೂರೈಕೆ ಮಾಡುವುದಾಗಿ ತಿಳಿಸಿದ್ದಾರೆ. ಕೆಲವು ಮನೆಗಳ ಹೆಂಚುಗಳು ಹಾರಿಹೋಗಿ ಹಾನಿಯಾಗಿದೆ. (40, 1005, 276, 1065)
paper-name: ಹೊಸದಿಗಂತ (1024, 9, 1146, 44)
quote-author-name: ಸೌಮ್ಯ ರೆಡ್ಡಿ (752, 858, 790, 869)
person-figure (1094, 186, 1134, 290)
folk-col-1 (660, 1096, 878, 1322)
dateline: ಹೊಸನಗರ: (296, 1331, 330, 1341)
story-text: ಬಡ ಜನರ ಹಸಿವು ನೀಗಿಸುವ ಉದ್ದೇಶದಿಂದ ರಾಜ್ಯ ಸರ್ಕಾರ ಇಂದಿರಾ ಕ್ಯಾಂಟೀನ್ ಆರಂಭಿಸಿದೆ ಎಂದು ಜಿಲ್ಲಾ ಉಸ್ತುವಾರಿ ಸಚಿವ ಮಧು ಬಂಗಾರಪ್ಪ ಹೇಳಿದರು. ಪಟ್ಟಣದಲ್ಲಿ ನೂತನವಾಗಿ ನಿರ್ಮಿಸಲಾದ ಇಂದಿರಾ ಕ್ಯಾಂಟೀನ್ ಉದ್ಘಾಟಿಸಿ ಮಾತನಾಡಿದರು. (660, 1377, 818, 1437)
canteen-col-3: ಗುಣಮಟ್ಟದ ಆಹಾರವನ್ನು ಕೊಡುವುದೇ ನಮ್ಮ ಮುಖ್ಯ ಉದ್ದೇಶವಾಗಿದೆ ಎಂದರು. ಕಾರ್ಯಕ್ರಮದಲ್ಲಿ ಪುರಸಭೆ ಅಧ್ಯಕ್ಷರು, ಸದಸ್ಯರು, ತಹಶೀಲ್ದಾರ್, ಮುಖ್ಯಾಧಿಕಾರಿ ಹಾಗೂ ಕಾಂಗ್ರೆಸ್ ಮುಖಂಡರು ಉಪಸ್ಥಿತರಿದ್ದರು. ಜಿಲ್ಲಾಧಿಕಾರಿ ಗುರುದತ್ತ ಹೆಗಡೆ ಇದ್ದರು. (1146, 1377, 1300, 1437)
hand-icon: ☝ (56, 110, 71, 138)
person-figure (448, 1756, 484, 1862)
areca-title-a: ಅಡಿಕೆ (45, 169, 82, 193)
person-figure (970, 530, 1004, 620)
portrait-head (1220, 502, 1280, 572)
reg-dot (100, 2049, 110, 2059)
person-figure (502, 164, 528, 238)
story-body (40, 1004, 276, 1444)
divider (40, 300, 276, 301)
hostel-kicker: ಜಿಲ್ಲಾ ಉಸ್ತುವಾರಿ ಸಚಿವ ಎಸ್. ಮಧು ಬಂಗಾರಪ್ಪ (914, 404, 1183, 424)
left-story-4 (40, 1418, 276, 1602)
dancer-figure (906, 1150, 936, 1220)
